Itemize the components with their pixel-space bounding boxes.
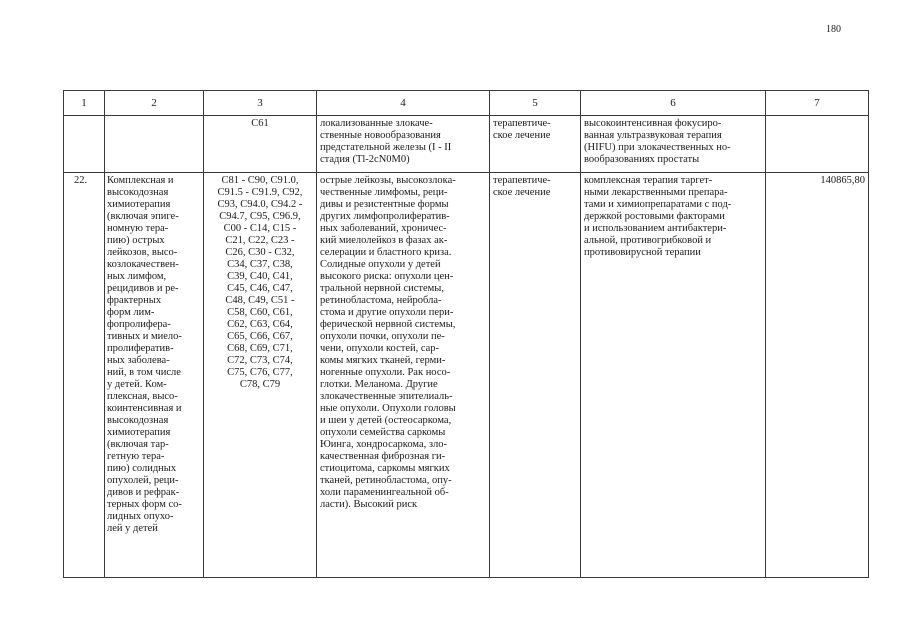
medical-care-table bbox=[63, 90, 869, 578]
condition-cell bbox=[317, 173, 490, 578]
codes-cell bbox=[204, 173, 317, 578]
header-col-3: 3 bbox=[204, 91, 317, 116]
treatment-type-text: терапевтиче- ское лечение bbox=[493, 118, 551, 141]
method-cell bbox=[581, 116, 766, 173]
cost-cell bbox=[766, 116, 869, 173]
condition-text: локализованные злокаче- ственные новообразования предстательной железы (I - II стадия (Tl-2cN0M0) bbox=[320, 118, 452, 165]
header-col-1: 1 bbox=[64, 91, 105, 116]
treatment-type-text: терапевтиче- ское лечение bbox=[493, 175, 551, 198]
codes-cell bbox=[204, 116, 317, 173]
header-col-6: 6 bbox=[581, 91, 766, 116]
treatment-type-cell bbox=[490, 116, 581, 173]
method-text: комплексная терапия таргет- ными лекарственными препара- тами и химиопрепаратами с под- держкой ростовыми факторами и использованием антибактери- альной, противогрибковой и противовирусной терапии bbox=[584, 175, 732, 258]
name-cell bbox=[105, 116, 204, 173]
icd-codes: С61 bbox=[251, 118, 269, 129]
table-row-continued bbox=[64, 116, 869, 173]
header-col-4: 4 bbox=[317, 91, 490, 116]
method-text: высокоинтенсивная фокусиро- ванная ультразвуковая терапия (HIFU) при злокачественных но- вообразованиях простаты bbox=[584, 118, 731, 165]
header-col-5: 5 bbox=[490, 91, 581, 116]
header-row bbox=[64, 91, 869, 116]
cost-value: 140865,80 bbox=[820, 175, 865, 186]
icd-codes: С81 - С90, С91.0, С91.5 - С91.9, С92, С93, С94.0, С94.2 - С94.7, С95, С96.9, С00 - С14, С15 - С21, С22, С23 - С26, С30 - С32, С34, С37, С38, С39, С40, С41, С45, С46, С47, С48, С49, С51 - С58, С60, С61, С62, С63, С64, С65, С66, С67, С68, С69, С71, С72, С73, С74, С75, С76, С77, С78, С79 bbox=[217, 175, 303, 390]
cost-cell bbox=[766, 173, 869, 578]
condition-text: острые лейкозы, высокозлока- чественные лимфомы, реци- дивы и резистентные формы других лимфопролифератив- ных заболеваний, хроничес- кий миелолейкоз в фазах ак- селерации и бластного криза. Солидные опухоли у детей высокого риска: опухоли цен- тральной нервной системы, ретинобластома, нейробла- стома и другие опухоли пери- ферической нервной системы, опухоли почки, опухоли пе- чени, опухоли костей, сар- комы мягких тканей, герми- ногенные опухоли. Рак носо- глотки. Меланома. Другие злокачественные эпителиаль- ные опухоли. Опухоли головы и шеи у детей (остеосаркома, опухоли семейства саркомы Юинга, хондросаркома, зло- качественная фиброзная ги- стиоцитома, саркомы мягких тканей, ретинобластома, опу- холи параменингеальной об- ласти). Высокий риск bbox=[320, 175, 456, 510]
method-cell bbox=[581, 173, 766, 578]
row-number: 22. bbox=[74, 175, 88, 186]
header-col-7: 7 bbox=[766, 91, 869, 116]
name-cell bbox=[105, 173, 204, 578]
table-row-22 bbox=[64, 173, 869, 578]
row-number-cell bbox=[64, 173, 105, 578]
row-number-cell bbox=[64, 116, 105, 173]
care-type-name: Комплексная и высокодозная химиотерапия (включая эпиге- номную тера- пию) острых лейкозов, высо- козлокачествен- ных лимфом, рецидивов и ре- фрактерных форм лим- фопролифера- тивных и миело- пролифератив- ных заболева- ний, в том числе у детей. Ком- плексная, высо- коинтенсивная и высокодозная химиотерапия (включая тар- гетную тера- пию) солидных опухолей, реци- дивов и рефрак- терных форм со- лидных опухо- лей у детей bbox=[107, 175, 182, 534]
page-number: 180 bbox=[826, 24, 841, 35]
treatment-type-cell bbox=[490, 173, 581, 578]
header-col-2: 2 bbox=[105, 91, 204, 116]
condition-cell bbox=[317, 116, 490, 173]
